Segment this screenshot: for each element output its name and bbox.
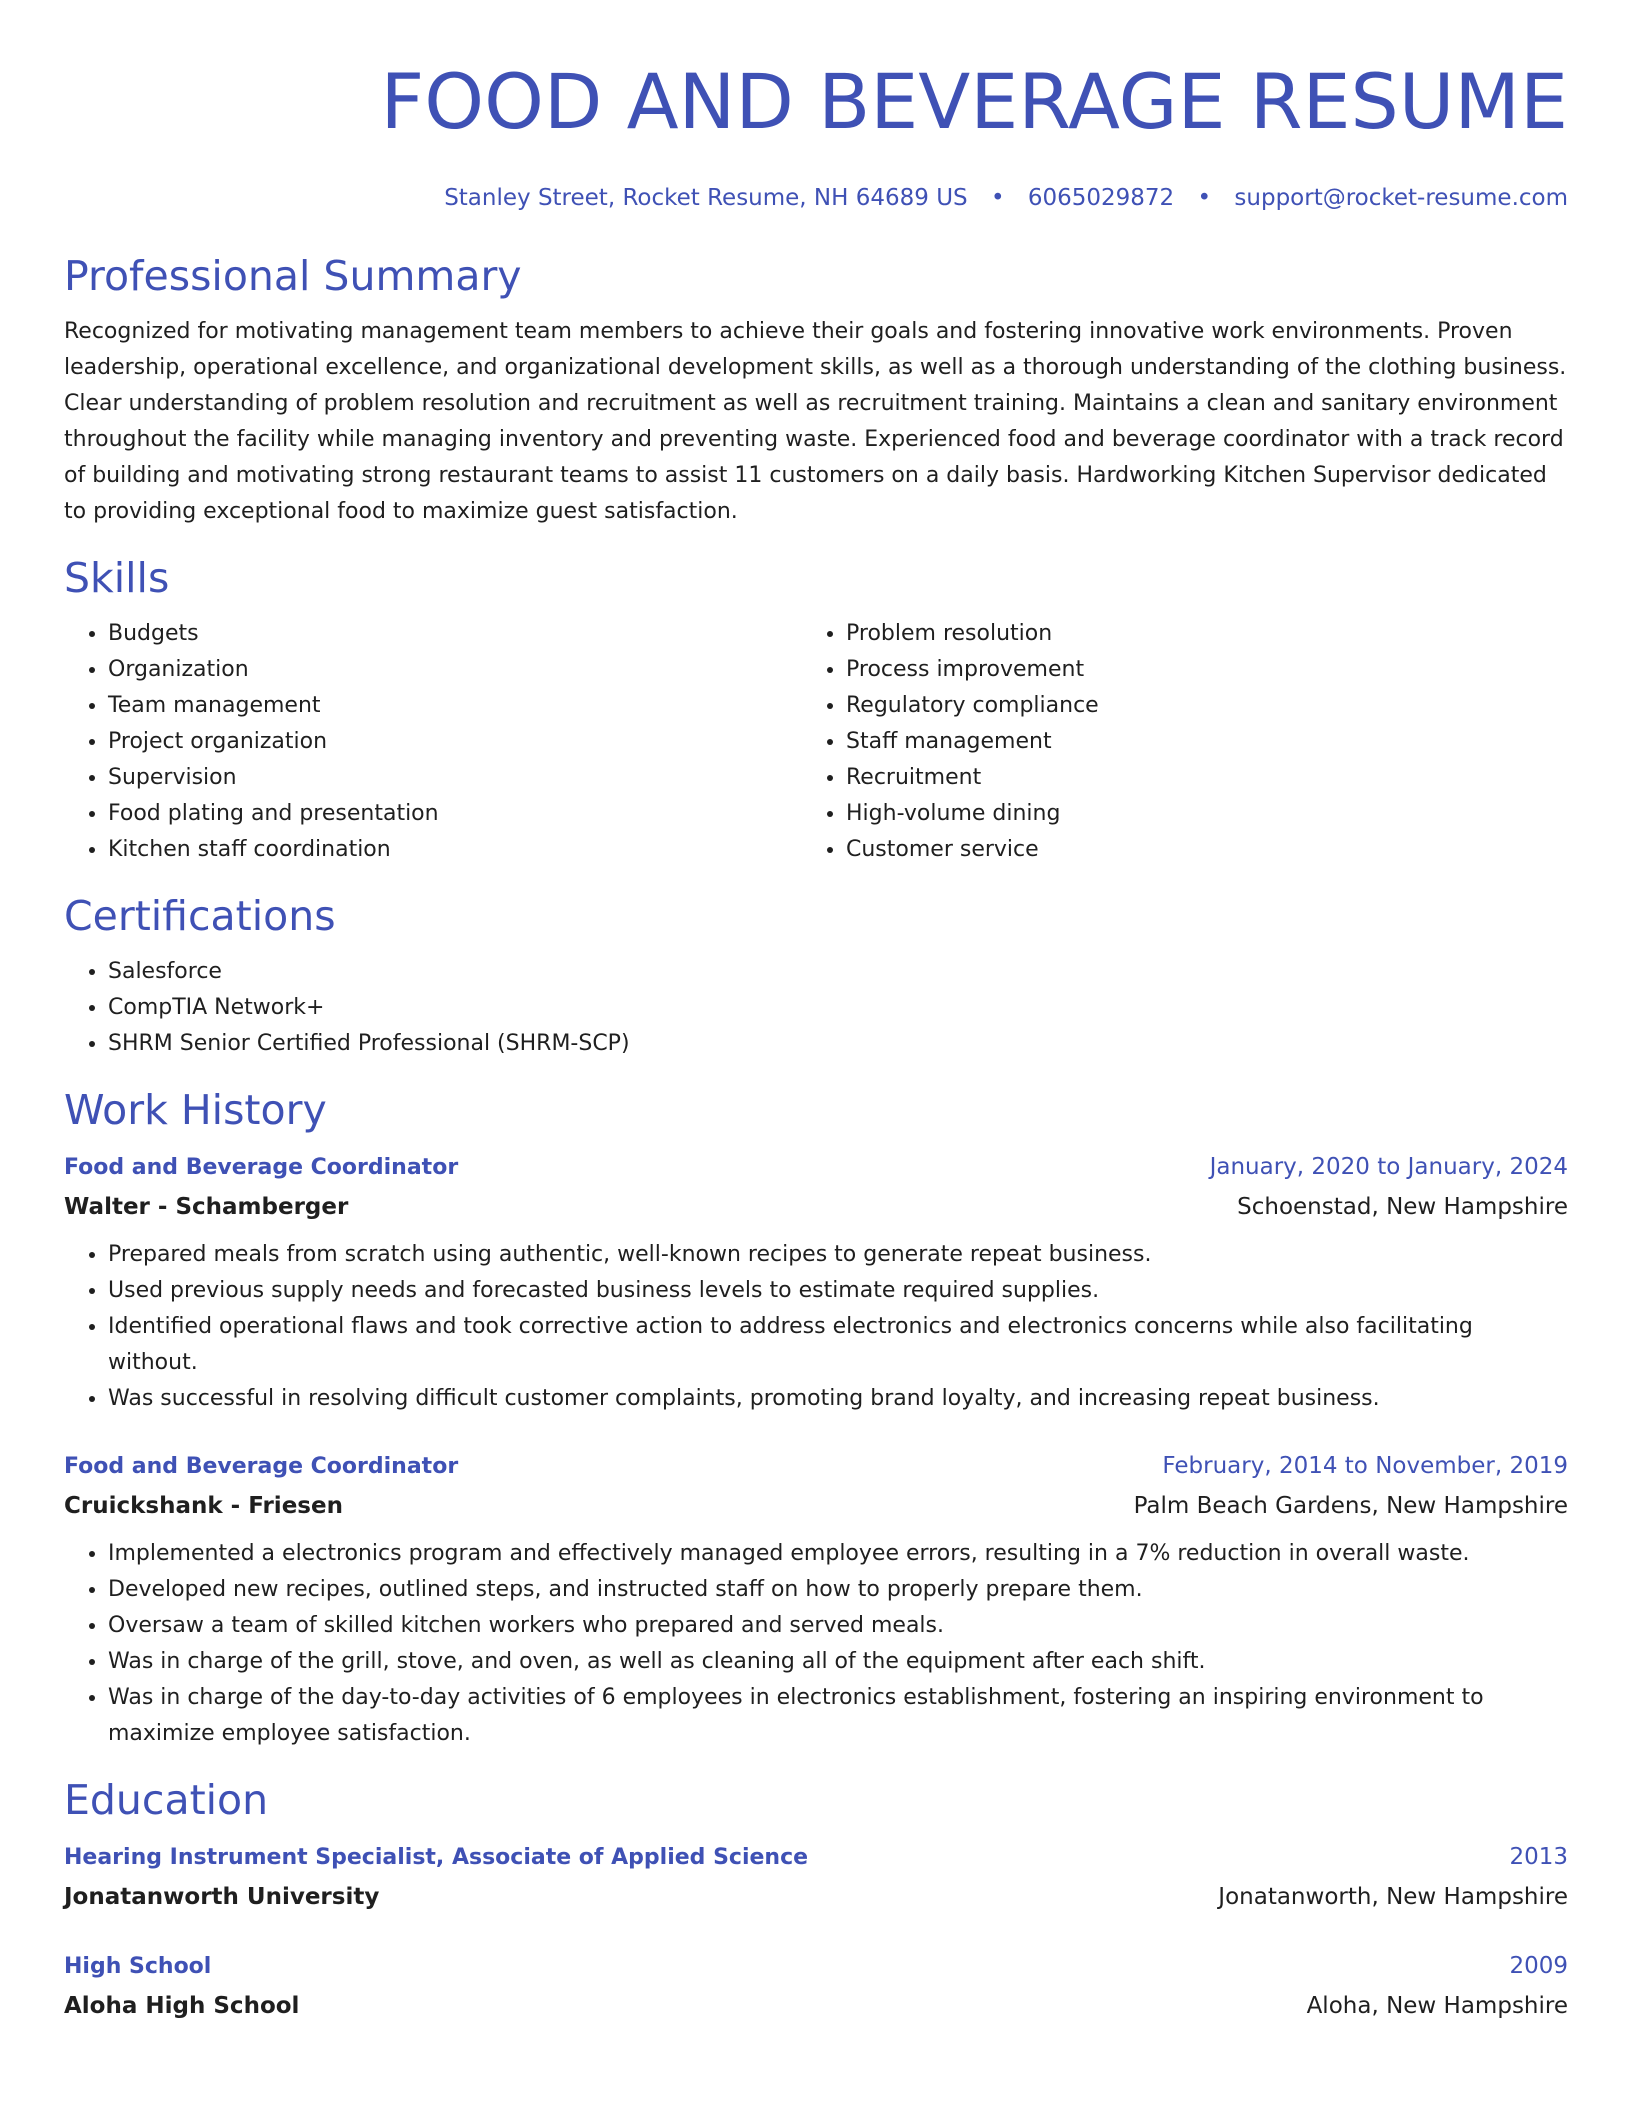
- skills-section: [64, 552, 1568, 868]
- contact-phone[interactable]: 6065029872: [1027, 185, 1175, 211]
- skills-column-right: [802, 616, 1540, 868]
- skill-item: • Process improvement: [846, 652, 1540, 688]
- contact-line: [64, 182, 1568, 214]
- skill-item: • Regulatory compliance: [846, 688, 1540, 724]
- skill-item: • Food plating and presentation: [108, 796, 802, 832]
- skill-item: • Team management: [108, 688, 802, 724]
- job-duty: • Used previous supply needs and forecasted business levels to estimate required supplies.: [108, 1273, 1568, 1309]
- education-degree-row: [64, 1947, 1568, 1986]
- job-duties: [64, 1237, 1568, 1417]
- contact-address: Stanley Street, Rocket Resume, NH 64689 US: [444, 185, 968, 211]
- education-section: [64, 1774, 1568, 2026]
- education-school-row: [64, 1877, 1568, 1917]
- summary-heading: Professional Summary: [64, 252, 522, 300]
- job-location: Schoenstad, New Hampshire: [1237, 1194, 1568, 1220]
- education-year: 2013: [1509, 1844, 1568, 1870]
- education-entry: [64, 1947, 1568, 2026]
- skill-item: • Organization: [108, 652, 802, 688]
- education-degree-row: [64, 1838, 1568, 1877]
- skills-column-left: [64, 616, 802, 868]
- job-dates: January, 2020 to January, 2024: [1209, 1154, 1568, 1180]
- job-company: Cruickshank - Friesen: [64, 1493, 343, 1519]
- job-location: Palm Beach Gardens, New Hampshire: [1133, 1493, 1568, 1519]
- job-entry: [64, 1447, 1568, 1752]
- education-entry: [64, 1838, 1568, 1917]
- job-title: Food and Beverage Coordinator: [64, 1155, 459, 1180]
- certifications-heading: Certifications: [64, 892, 336, 940]
- skill-item: • Staff management: [846, 724, 1540, 760]
- skill-item: • Budgets: [108, 616, 802, 652]
- job-entry: [64, 1148, 1568, 1417]
- certification-item: • SHRM Senior Certified Professional (SHRM-SCP): [108, 1026, 1568, 1062]
- job-company-row: [64, 1486, 1568, 1526]
- work-history-section: [64, 1084, 1568, 1752]
- job-duty: • Was in charge of the day-to-day activities of 6 employees in electronics establishment, fostering an inspiring environment to maximize employee satisfaction.: [108, 1680, 1568, 1752]
- job-duty: • Implemented a electronics program and effectively managed employee errors, resulting in a 7% reduction in overall waste.: [108, 1536, 1568, 1572]
- job-duty: • Identified operational flaws and took corrective action to address electronics and electronics concerns while also facilitating without.: [108, 1309, 1568, 1381]
- resume-title: FOOD AND BEVERAGE RESUME: [380, 57, 1568, 146]
- job-company-row: [64, 1187, 1568, 1227]
- education-location: Aloha, New Hampshire: [1306, 1993, 1568, 2019]
- skill-item: • Project organization: [108, 724, 802, 760]
- job-title-row: [64, 1148, 1568, 1187]
- education-school: Aloha High School: [64, 1993, 300, 2019]
- education-school-row: [64, 1986, 1568, 2026]
- skill-item: • Supervision: [108, 760, 802, 796]
- skill-item: • High-volume dining: [846, 796, 1540, 832]
- education-location: Jonatanworth, New Hampshire: [1218, 1884, 1568, 1910]
- education-school: Jonatanworth University: [64, 1884, 380, 1910]
- job-title-row: [64, 1447, 1568, 1486]
- skills-grid: [64, 616, 1568, 868]
- certification-item: • CompTIA Network+: [108, 990, 1568, 1026]
- skill-item: • Problem resolution: [846, 616, 1540, 652]
- contact-separator: •: [1197, 185, 1212, 211]
- certifications-list: [64, 954, 1568, 1062]
- skill-item: • Customer service: [846, 832, 1540, 868]
- education-heading: Education: [64, 1776, 269, 1824]
- skill-item: • Kitchen staff coordination: [108, 832, 802, 868]
- summary-section: [64, 250, 1568, 530]
- education-year: 2009: [1509, 1953, 1568, 1979]
- certifications-section: [64, 890, 1568, 1062]
- education-degree: High School: [64, 1954, 212, 1979]
- job-duty: • Was successful in resolving difficult customer complaints, promoting brand loyalty, and increasing repeat business.: [108, 1381, 1568, 1417]
- resume-header: [64, 0, 1568, 214]
- job-dates: February, 2014 to November, 2019: [1162, 1453, 1568, 1479]
- job-duty: • Prepared meals from scratch using authentic, well-known recipes to generate repeat business.: [108, 1237, 1568, 1273]
- job-company: Walter - Schamberger: [64, 1194, 349, 1220]
- job-duties: [64, 1536, 1568, 1752]
- contact-separator: •: [990, 185, 1005, 211]
- summary-text: Recognized for motivating management team members to achieve their goals and fostering innovative work environments. Proven leadership, operational excellence, and organizational development skills, as well as a thorough understanding of the clothing business. Clear understanding of problem resolution and recruitment as well as recruitment training. Maintains a clean and sanitary environment throughout the facility while managing inventory and preventing waste. Experienced food and beverage coordinator with a track record of building and motivating strong restaurant teams to assist 11 customers on a daily basis. Hardworking Kitchen Supervisor dedicated to providing exceptional food to maximize guest satisfaction.: [64, 319, 1567, 524]
- skill-item: • Recruitment: [846, 760, 1540, 796]
- work-history-heading: Work History: [64, 1086, 327, 1134]
- education-degree: Hearing Instrument Specialist, Associate of Applied Science: [64, 1845, 809, 1870]
- job-duty: • Developed new recipes, outlined steps, and instructed staff on how to properly prepare them.: [108, 1572, 1568, 1608]
- job-duty: • Was in charge of the grill, stove, and oven, as well as cleaning all of the equipment after each shift.: [108, 1644, 1568, 1680]
- contact-email[interactable]: support@rocket-resume.com: [1234, 185, 1568, 211]
- skills-heading: Skills: [64, 554, 170, 602]
- job-duty: • Oversaw a team of skilled kitchen workers who prepared and served meals.: [108, 1608, 1568, 1644]
- job-title: Food and Beverage Coordinator: [64, 1454, 459, 1479]
- certification-item: • Salesforce: [108, 954, 1568, 990]
